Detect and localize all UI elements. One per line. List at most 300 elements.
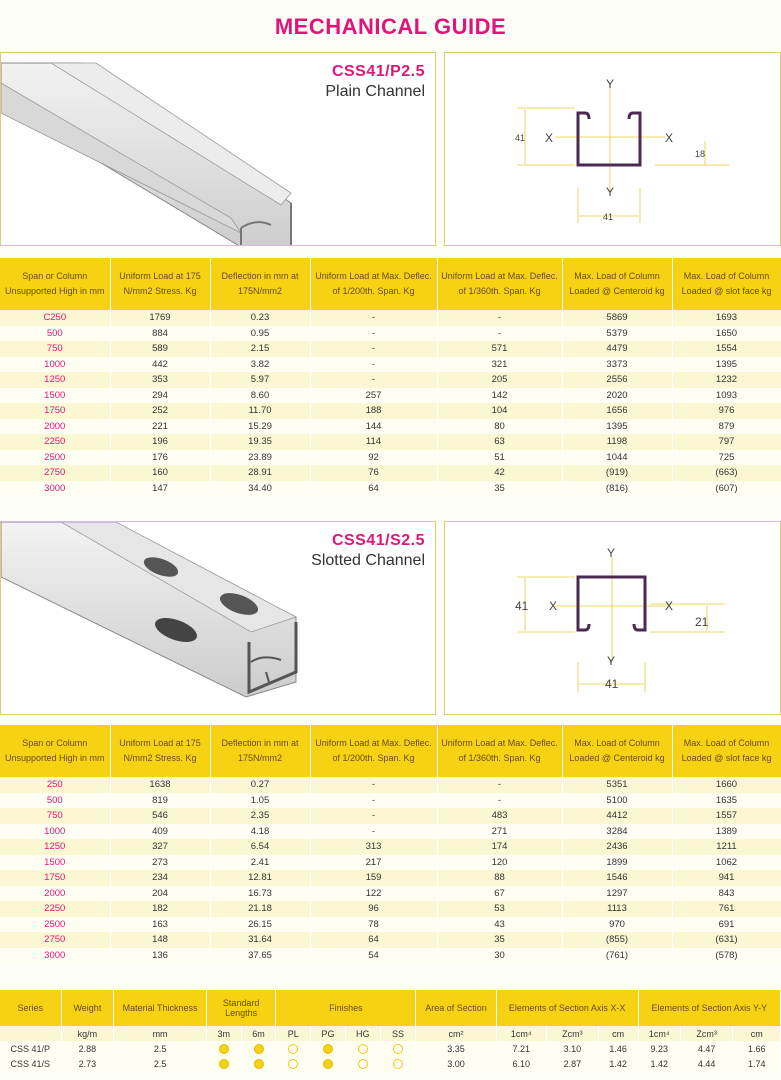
plain-channel-table: [0, 258, 781, 496]
table-row: [0, 310, 781, 326]
unit-cell: PL: [276, 1026, 311, 1041]
value-cell: 176: [110, 450, 210, 466]
span-cell: C250: [0, 310, 110, 326]
axis-y-top: Y: [607, 546, 616, 560]
indicator-cell: [380, 1041, 416, 1056]
indicator-cell: [311, 1056, 346, 1071]
unit-cell: Zcm³: [680, 1026, 733, 1041]
value-cell: 42: [437, 465, 562, 481]
series-cell: CSS 41/P: [0, 1041, 61, 1056]
unit-cell: Zcm³: [547, 1026, 599, 1041]
span-cell: 3000: [0, 481, 110, 497]
plain-table-body: [0, 310, 781, 496]
table-row: [0, 870, 781, 886]
value-cell: (816): [562, 481, 672, 497]
value-cell: 1656: [562, 403, 672, 419]
table-row: [0, 372, 781, 388]
span-cell: 750: [0, 341, 110, 357]
indicator-cell: [345, 1041, 380, 1056]
value-cell: -: [437, 793, 562, 809]
available-dot-icon: [219, 1059, 229, 1069]
span-cell: 1500: [0, 388, 110, 404]
table-row: [0, 839, 781, 855]
plain-table-header: [0, 258, 781, 310]
value-cell: 4.18: [210, 824, 310, 840]
unit-cell: 1cm⁴: [496, 1026, 547, 1041]
column-header: Uniform Load at 175 N/mm2 Stress. Kg: [110, 258, 210, 310]
slotted-channel-photo-panel: [0, 521, 436, 715]
value-cell: 35: [437, 932, 562, 948]
span-cell: 1000: [0, 824, 110, 840]
yy_i-cell: 9.23: [638, 1041, 680, 1056]
value-cell: 725: [672, 450, 781, 466]
slotted-channel-table: [0, 725, 781, 963]
column-header: Uniform Load at Max. Deflec. of 1/200th. Span. Kg: [310, 258, 437, 310]
value-cell: (663): [672, 465, 781, 481]
value-cell: 19.35: [210, 434, 310, 450]
span-cell: 500: [0, 793, 110, 809]
indicator-cell: [311, 1041, 346, 1056]
height-label: 41: [515, 599, 529, 613]
value-cell: 273: [110, 855, 210, 871]
slotted-table-header: [0, 725, 781, 777]
value-cell: 88: [437, 870, 562, 886]
unavailable-dot-icon: [358, 1044, 368, 1054]
width-label: 41: [603, 212, 614, 222]
value-cell: 11.70: [210, 403, 310, 419]
yy_i-cell: 1.42: [638, 1056, 680, 1071]
unavailable-dot-icon: [288, 1059, 298, 1069]
table-row: [0, 450, 781, 466]
value-cell: 691: [672, 917, 781, 933]
unit-cell: PG: [311, 1026, 346, 1041]
span-cell: 1250: [0, 372, 110, 388]
column-header: Deflection in mm at 175N/mm2: [210, 258, 310, 310]
width-label: 41: [605, 677, 619, 691]
product-name: Plain Channel: [325, 83, 425, 100]
value-cell: 589: [110, 341, 210, 357]
span-cell: 2500: [0, 450, 110, 466]
span-cell: 1750: [0, 403, 110, 419]
table-row: [0, 357, 781, 373]
value-cell: 122: [310, 886, 437, 902]
value-cell: 6.54: [210, 839, 310, 855]
yy_z-cell: 4.47: [680, 1041, 733, 1056]
value-cell: -: [310, 777, 437, 793]
xx_z-cell: 2.87: [547, 1056, 599, 1071]
value-cell: 136: [110, 948, 210, 964]
yy-header: Elements of Section Axis Y-Y: [638, 990, 780, 1026]
unit-cell: cm: [598, 1026, 638, 1041]
value-cell: 313: [310, 839, 437, 855]
value-cell: 2020: [562, 388, 672, 404]
value-cell: 144: [310, 419, 437, 435]
xx-header: Elements of Section Axis X-X: [496, 990, 638, 1026]
value-cell: -: [310, 808, 437, 824]
indicator-cell: [345, 1056, 380, 1071]
weight-cell: 2.88: [61, 1041, 114, 1056]
table-row: [0, 777, 781, 793]
value-cell: 21.18: [210, 901, 310, 917]
weight-cell: 2.73: [61, 1056, 114, 1071]
value-cell: 819: [110, 793, 210, 809]
value-cell: 104: [437, 403, 562, 419]
value-cell: 1395: [562, 419, 672, 435]
value-cell: 5.97: [210, 372, 310, 388]
unavailable-dot-icon: [288, 1044, 298, 1054]
units-spacer: [0, 1026, 61, 1041]
value-cell: 0.23: [210, 310, 310, 326]
value-cell: 63: [437, 434, 562, 450]
indicator-cell: [241, 1041, 276, 1056]
column-header: Max. Load of Column Loaded @ slot face kg: [672, 258, 781, 310]
value-cell: 5869: [562, 310, 672, 326]
span-cell: 2500: [0, 917, 110, 933]
unit-cell: 1cm⁴: [638, 1026, 680, 1041]
value-cell: 160: [110, 465, 210, 481]
value-cell: 970: [562, 917, 672, 933]
value-cell: -: [310, 341, 437, 357]
value-cell: 114: [310, 434, 437, 450]
value-cell: 53: [437, 901, 562, 917]
table-row: [0, 793, 781, 809]
value-cell: 5351: [562, 777, 672, 793]
value-cell: 1093: [672, 388, 781, 404]
table-row: [0, 886, 781, 902]
indicator-cell: [276, 1041, 311, 1056]
indicator-cell: [380, 1056, 416, 1071]
column-header: Uniform Load at 175 N/mm2 Stress. Kg: [110, 725, 210, 777]
column-header: Uniform Load at Max. Deflec. of 1/200th. Span. Kg: [310, 725, 437, 777]
value-cell: 30: [437, 948, 562, 964]
height-label: 41: [515, 133, 526, 143]
value-cell: 4479: [562, 341, 672, 357]
span-cell: 750: [0, 808, 110, 824]
value-cell: 142: [437, 388, 562, 404]
value-cell: 1769: [110, 310, 210, 326]
xx_r-cell: 1.46: [598, 1041, 638, 1056]
value-cell: 2436: [562, 839, 672, 855]
value-cell: 31.64: [210, 932, 310, 948]
axis-y-bottom: Y: [606, 185, 615, 199]
summary-body: [0, 1026, 781, 1071]
value-cell: -: [437, 777, 562, 793]
available-dot-icon: [254, 1044, 264, 1054]
product-name: Slotted Channel: [311, 552, 425, 569]
value-cell: 15.29: [210, 419, 310, 435]
value-cell: 217: [310, 855, 437, 871]
value-cell: 5100: [562, 793, 672, 809]
value-cell: 1635: [672, 793, 781, 809]
table-row: [0, 419, 781, 435]
axis-x-right: X: [665, 599, 674, 613]
value-cell: 1113: [562, 901, 672, 917]
value-cell: 35: [437, 481, 562, 497]
value-cell: 1044: [562, 450, 672, 466]
unavailable-dot-icon: [393, 1059, 403, 1069]
xx_r-cell: 1.42: [598, 1056, 638, 1071]
area-cell: 3.00: [416, 1056, 496, 1071]
unit-cell: kg/m: [61, 1026, 114, 1041]
value-cell: 353: [110, 372, 210, 388]
dim-label: 21: [695, 615, 709, 629]
value-cell: 221: [110, 419, 210, 435]
value-cell: 51: [437, 450, 562, 466]
value-cell: -: [437, 310, 562, 326]
plain-channel-cross-section: [445, 53, 781, 246]
value-cell: 1297: [562, 886, 672, 902]
table-row: [0, 481, 781, 497]
thickness-cell: 2.5: [114, 1056, 207, 1071]
unit-cell: cm²: [416, 1026, 496, 1041]
value-cell: 43: [437, 917, 562, 933]
value-cell: 159: [310, 870, 437, 886]
slotted-channel-cross-section: [445, 522, 781, 715]
value-cell: 188: [310, 403, 437, 419]
indicator-cell: [206, 1056, 241, 1071]
summary-row: [0, 1041, 781, 1056]
value-cell: (607): [672, 481, 781, 497]
value-cell: 1198: [562, 434, 672, 450]
indicator-cell: [241, 1056, 276, 1071]
unavailable-dot-icon: [358, 1059, 368, 1069]
value-cell: 257: [310, 388, 437, 404]
value-cell: 0.95: [210, 326, 310, 342]
value-cell: 80: [437, 419, 562, 435]
span-cell: 2000: [0, 886, 110, 902]
unit-cell: HG: [345, 1026, 380, 1041]
value-cell: -: [310, 310, 437, 326]
unit-cell: SS: [380, 1026, 416, 1041]
product-code: CSS41/S2.5: [331, 532, 425, 549]
value-cell: -: [310, 793, 437, 809]
value-cell: 1546: [562, 870, 672, 886]
available-dot-icon: [254, 1059, 264, 1069]
value-cell: 4412: [562, 808, 672, 824]
value-cell: 442: [110, 357, 210, 373]
value-cell: (578): [672, 948, 781, 964]
value-cell: 879: [672, 419, 781, 435]
summary-units-row: [0, 1026, 781, 1041]
table-row: [0, 326, 781, 342]
span-cell: 250: [0, 777, 110, 793]
column-header: Deflection in mm at 175N/mm2: [210, 725, 310, 777]
value-cell: 571: [437, 341, 562, 357]
available-dot-icon: [323, 1044, 333, 1054]
value-cell: 271: [437, 824, 562, 840]
column-header: Span or Column Unsupported High in mm: [0, 258, 110, 310]
value-cell: 0.27: [210, 777, 310, 793]
slotted-table-body: [0, 777, 781, 963]
available-dot-icon: [323, 1059, 333, 1069]
value-cell: 2.15: [210, 341, 310, 357]
table-row: [0, 808, 781, 824]
table-row: [0, 855, 781, 871]
value-cell: 1232: [672, 372, 781, 388]
span-cell: 3000: [0, 948, 110, 964]
value-cell: 1389: [672, 824, 781, 840]
slotted-channel-diagram-panel: [444, 521, 781, 715]
summary-row: [0, 1056, 781, 1071]
yy_r-cell: 1.74: [733, 1056, 781, 1071]
span-cell: 1750: [0, 870, 110, 886]
table-row: [0, 824, 781, 840]
value-cell: 409: [110, 824, 210, 840]
value-cell: 1554: [672, 341, 781, 357]
column-header: Uniform Load at Max. Deflec. of 1/360th. Span. Kg: [437, 725, 562, 777]
value-cell: -: [310, 326, 437, 342]
value-cell: 196: [110, 434, 210, 450]
indicator-cell: [206, 1041, 241, 1056]
value-cell: 797: [672, 434, 781, 450]
unit-cell: 6m: [241, 1026, 276, 1041]
span-cell: 1250: [0, 839, 110, 855]
value-cell: 96: [310, 901, 437, 917]
span-cell: 500: [0, 326, 110, 342]
span-cell: 2250: [0, 434, 110, 450]
axis-y-bottom: Y: [607, 654, 616, 668]
axis-y-top: Y: [606, 77, 615, 91]
summary-header-row: [0, 990, 781, 1026]
value-cell: 1062: [672, 855, 781, 871]
available-dot-icon: [219, 1044, 229, 1054]
material-header: Material Thickness: [114, 990, 207, 1026]
value-cell: 163: [110, 917, 210, 933]
table-row: [0, 388, 781, 404]
weight-header: Weight: [61, 990, 114, 1026]
table-row: [0, 341, 781, 357]
value-cell: 294: [110, 388, 210, 404]
value-cell: -: [437, 326, 562, 342]
area-header: Area of Section: [416, 990, 496, 1026]
value-cell: 327: [110, 839, 210, 855]
value-cell: (919): [562, 465, 672, 481]
value-cell: 67: [437, 886, 562, 902]
value-cell: 64: [310, 481, 437, 497]
column-header: Max. Load of Column Loaded @ slot face kg: [672, 725, 781, 777]
lengths-header: Standard Lengths: [206, 990, 276, 1026]
value-cell: -: [310, 372, 437, 388]
column-header: Uniform Load at Max. Deflec. of 1/360th. Span. Kg: [437, 258, 562, 310]
span-cell: 2000: [0, 419, 110, 435]
span-cell: 1000: [0, 357, 110, 373]
value-cell: 8.60: [210, 388, 310, 404]
value-cell: 976: [672, 403, 781, 419]
value-cell: 252: [110, 403, 210, 419]
table-row: [0, 465, 781, 481]
table-row: [0, 948, 781, 964]
table-row: [0, 917, 781, 933]
series-cell: CSS 41/S: [0, 1056, 61, 1071]
table-row: [0, 901, 781, 917]
slotted-channel-title: [311, 532, 425, 570]
unit-cell: cm: [733, 1026, 781, 1041]
value-cell: 1395: [672, 357, 781, 373]
value-cell: -: [310, 357, 437, 373]
table-row: [0, 434, 781, 450]
value-cell: 204: [110, 886, 210, 902]
value-cell: 3284: [562, 824, 672, 840]
axis-x-left: X: [545, 131, 554, 145]
column-header: Span or Column Unsupported High in mm: [0, 725, 110, 777]
value-cell: 5379: [562, 326, 672, 342]
value-cell: 761: [672, 901, 781, 917]
yy_r-cell: 1.66: [733, 1041, 781, 1056]
value-cell: 148: [110, 932, 210, 948]
xx_i-cell: 6.10: [496, 1056, 547, 1071]
value-cell: 941: [672, 870, 781, 886]
table-row: [0, 932, 781, 948]
value-cell: 2556: [562, 372, 672, 388]
thickness-cell: 2.5: [114, 1041, 207, 1056]
value-cell: 1211: [672, 839, 781, 855]
value-cell: 37.65: [210, 948, 310, 964]
plain-channel-title: [325, 63, 425, 101]
product-code: CSS41/P2.5: [331, 63, 425, 80]
column-header: Max. Load of Column Loaded @ Centeroid kg: [562, 725, 672, 777]
value-cell: (631): [672, 932, 781, 948]
unit-cell: 3m: [206, 1026, 241, 1041]
column-header: Max. Load of Column Loaded @ Centeroid kg: [562, 258, 672, 310]
value-cell: 147: [110, 481, 210, 497]
value-cell: 843: [672, 886, 781, 902]
value-cell: 64: [310, 932, 437, 948]
value-cell: 12.81: [210, 870, 310, 886]
value-cell: 483: [437, 808, 562, 824]
span-cell: 2750: [0, 932, 110, 948]
value-cell: 54: [310, 948, 437, 964]
value-cell: 1693: [672, 310, 781, 326]
value-cell: 1557: [672, 808, 781, 824]
table-row: [0, 403, 781, 419]
plain-channel-photo-panel: [0, 52, 436, 246]
area-cell: 3.35: [416, 1041, 496, 1056]
value-cell: 34.40: [210, 481, 310, 497]
value-cell: 78: [310, 917, 437, 933]
dim-label: 18: [695, 149, 706, 159]
value-cell: 76: [310, 465, 437, 481]
span-cell: 1500: [0, 855, 110, 871]
unavailable-dot-icon: [393, 1044, 403, 1054]
value-cell: 1660: [672, 777, 781, 793]
series-summary-table: [0, 990, 781, 1071]
value-cell: 23.89: [210, 450, 310, 466]
value-cell: -: [310, 824, 437, 840]
value-cell: 26.15: [210, 917, 310, 933]
value-cell: 884: [110, 326, 210, 342]
plain-channel-diagram-panel: [444, 52, 781, 246]
page-title: MECHANICAL GUIDE: [274, 14, 507, 39]
indicator-cell: [276, 1056, 311, 1071]
value-cell: 1650: [672, 326, 781, 342]
xx_z-cell: 3.10: [547, 1041, 599, 1056]
value-cell: 92: [310, 450, 437, 466]
value-cell: 2.41: [210, 855, 310, 871]
value-cell: 546: [110, 808, 210, 824]
value-cell: 120: [437, 855, 562, 871]
axis-x-right: X: [665, 131, 674, 145]
value-cell: (855): [562, 932, 672, 948]
axis-x-left: X: [549, 599, 558, 613]
value-cell: 1.05: [210, 793, 310, 809]
finishes-header: Finishes: [276, 990, 416, 1026]
value-cell: (761): [562, 948, 672, 964]
value-cell: 2.35: [210, 808, 310, 824]
value-cell: 3.82: [210, 357, 310, 373]
value-cell: 3373: [562, 357, 672, 373]
xx_i-cell: 7.21: [496, 1041, 547, 1056]
series-header: Series: [0, 990, 61, 1026]
